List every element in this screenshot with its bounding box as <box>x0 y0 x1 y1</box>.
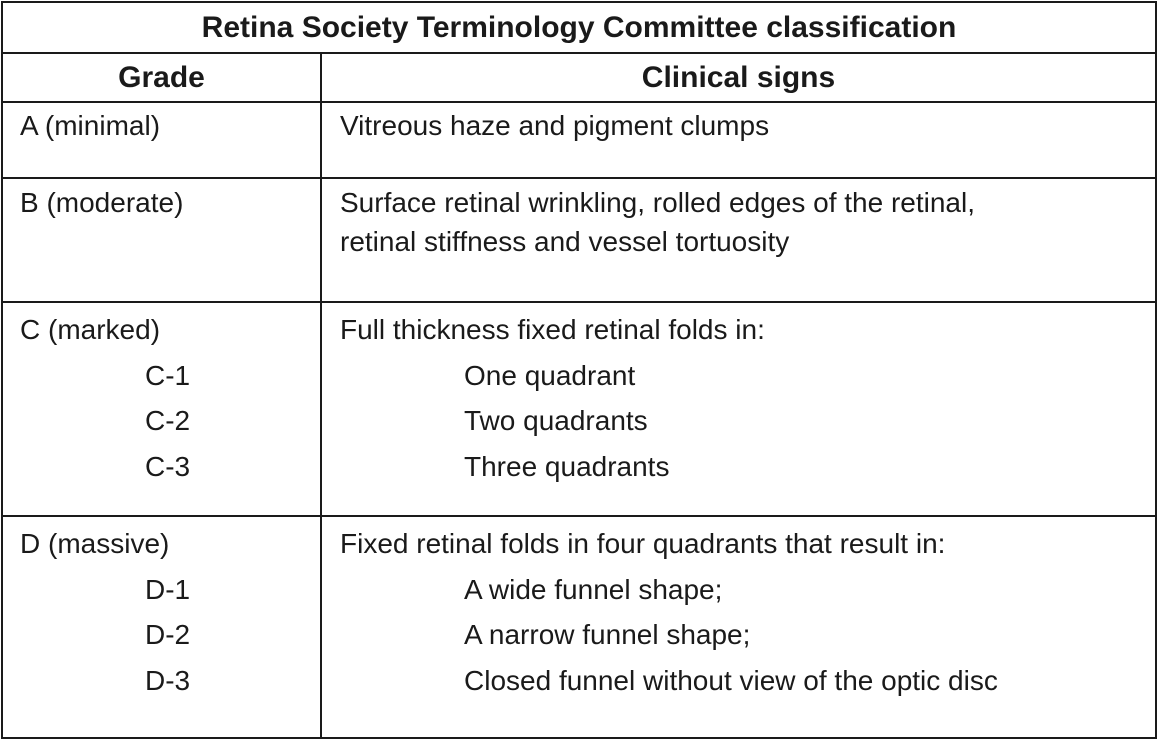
header-grade: Grade <box>118 60 205 94</box>
signs-intro: Full thickness fixed retinal folds in: <box>340 314 765 345</box>
signs-line: Vitreous haze and pigment clumps <box>340 110 770 141</box>
subgrade-code: C-1 <box>145 360 191 391</box>
subgrade-text: Two quadrants <box>464 405 648 436</box>
classification-table <box>1 1 1157 739</box>
table-row-a <box>3 103 1155 179</box>
signs-line: Surface retinal wrinkling, rolled edges of the retinal, <box>340 187 976 218</box>
subgrade-code: D-2 <box>145 619 191 650</box>
grade-cell: D (massive) <box>20 528 170 559</box>
grade-cell: A (minimal) <box>20 110 161 141</box>
subgrade-code: D-1 <box>145 574 191 605</box>
subgrade-text: Closed funnel without view of the optic disc <box>464 665 998 696</box>
subgrade-text: One quadrant <box>464 360 636 391</box>
signs-intro: Fixed retinal folds in four quadrants that result in: <box>340 528 946 559</box>
subgrade-code: C-2 <box>145 405 191 436</box>
signs-line: retinal stiffness and vessel tortuosity <box>340 226 790 257</box>
column-divider <box>320 54 322 737</box>
subgrade-text: A wide funnel shape; <box>464 574 723 605</box>
table-title: Retina Society Terminology Committee classification <box>3 3 1155 54</box>
subgrade-code: C-3 <box>145 451 191 482</box>
header-clinical-signs: Clinical signs <box>641 60 836 94</box>
table-row-b <box>3 179 1155 303</box>
grade-cell: C (marked) <box>20 314 161 345</box>
grade-cell: B (moderate) <box>20 187 184 218</box>
subgrade-text: A narrow funnel shape; <box>464 619 751 650</box>
table-header-row <box>3 54 1155 103</box>
subgrade-code: D-3 <box>145 665 191 696</box>
subgrade-text: Three quadrants <box>464 451 670 482</box>
table-row-c <box>3 303 1155 517</box>
table-row-d <box>3 517 1155 739</box>
